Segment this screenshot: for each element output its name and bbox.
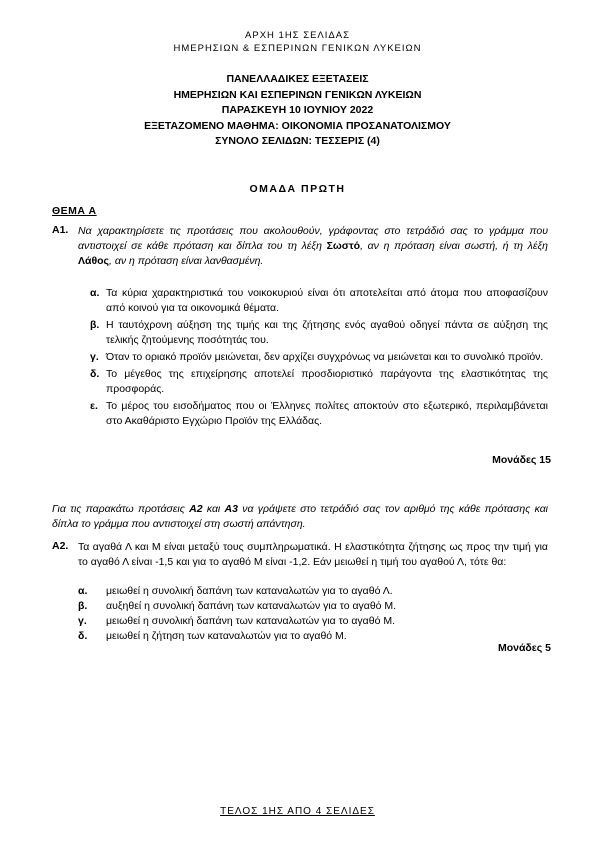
item-letter: ε. <box>90 400 98 412</box>
item-letter: β. <box>78 600 88 612</box>
question-a2-text: Τα αγαθά Λ και Μ είναι μεταξύ τους συμπληρωματικά. Η ελαστικότητα ζήτησης ως προς την τιμή για το αγαθό Λ είναι -1,5 και για το αγαθό Μ είναι -1,2. Εάν μειωθεί η τιμή του αγαθού Λ, τότε θα: <box>78 541 548 568</box>
a1-instruction-part1: Να χαρακτηρίσετε τις προτάσεις που ακολουθούν, γράφοντας στο τετράδιό σας το γράμμα που αντιστοιχεί σε κάθε πρόταση και δίπλα του τη λέξη <box>78 225 548 252</box>
a1-marks: Μονάδες 15 <box>492 454 551 466</box>
list-item <box>78 286 548 316</box>
item-text: Τα κύρια χαρακτηριστικά του νοικοκυριού είναι ότι αποτελείται από άτομα που αποφασίζουν από κοινού για τα οικονομικά θέματα. <box>106 287 548 314</box>
item-text: μειωθεί η ζήτηση των καταναλωτών για το αγαθό Μ. <box>106 630 347 642</box>
item-letter: α. <box>78 585 88 597</box>
item-text: Το μέρος του εισοδήματος που οι Έλληνες πολίτες αποκτούν στο εξωτερικό, περιλαμβάνεται στο Ακαθάριστο Εγχώριο Προϊόν της Ελλάδας. <box>106 400 548 427</box>
intro-part1: Για τις παρακάτω προτάσεις <box>52 503 190 515</box>
item-text: Η ταυτόχρονη αύξηση της τιμής και της ζήτησης ενός αγαθού οδηγεί πάντα σε αύξηση της τελικής ζητούμενης ποσότητάς του. <box>106 319 548 346</box>
item-letter: α. <box>90 287 100 299</box>
list-item <box>78 614 548 629</box>
exam-date: ΠΑΡΑΣΚΕΥΗ 10 ΙΟΥΝΙΟΥ 2022 <box>221 104 374 116</box>
list-item <box>78 399 548 429</box>
list-item <box>78 350 548 365</box>
item-letter: β. <box>90 319 100 331</box>
group-title: ΟΜΑΔΑ ΠΡΩΤΗ <box>249 183 346 195</box>
word-correct: Σωστό <box>326 240 361 252</box>
exam-title-block <box>0 72 595 150</box>
item-text: Όταν το οριακό προϊόν μειώνεται, δεν αρχίζει συγχρόνως να μειώνεται και το συνολικό προϊόν. <box>106 351 544 363</box>
exam-title-line2: ΗΜΕΡΗΣΙΩΝ ΚΑΙ ΕΣΠΕΡΙΝΩΝ ΓΕΝΙΚΩΝ ΛΥΚΕΙΩΝ <box>173 88 422 101</box>
question-a1-statements <box>78 286 548 431</box>
list-item <box>78 584 548 599</box>
item-letter: γ. <box>90 351 99 363</box>
exam-page-count: ΣΥΝΟΛΟ ΣΕΛΙΔΩΝ: ΤΕΣΣΕΡΙΣ (4) <box>215 135 380 147</box>
item-letter: γ. <box>78 615 87 627</box>
exam-subject: ΕΞΕΤΑΖΟΜΕΝΟ ΜΑΘΗΜΑ: ΟΙΚΟΝΟΜΙΑ ΠΡΟΣΑΝΑΤΟΛΙΣΜΟΥ <box>144 119 451 132</box>
a1-instruction-part2: , αν η πρόταση είναι σωστή, ή τη λέξη <box>360 240 548 252</box>
item-text: μειωθεί η συνολική δαπάνη των καταναλωτών για το αγαθό Μ. <box>106 615 396 627</box>
question-a2-options <box>78 584 548 644</box>
school-type-header: ΗΜΕΡΗΣΙΩΝ & ΕΣΠΕΡΙΝΩΝ ΓΕΝΙΚΩΝ ΛΥΚΕΙΩΝ <box>173 43 422 54</box>
item-letter: δ. <box>78 630 88 642</box>
word-wrong: Λάθος <box>78 255 110 267</box>
a1-instruction-part3: , αν η πρόταση είναι λανθασμένη. <box>109 255 264 267</box>
a2-marks: Μονάδες 5 <box>497 642 551 654</box>
list-item <box>78 629 548 644</box>
intro-a3-ref: Α3 <box>224 503 238 515</box>
question-a1-instruction <box>78 224 548 269</box>
list-item <box>78 599 548 614</box>
exam-title-line1: ΠΑΝΕΛΛΑΔΙΚΕΣ ΕΞΕΤΑΣΕΙΣ <box>226 73 369 85</box>
item-letter: δ. <box>90 368 100 380</box>
item-text: αυξηθεί η συνολική δαπάνη των καταναλωτών για το αγαθό Μ. <box>106 600 397 612</box>
list-item <box>78 367 548 397</box>
question-a2-label: Α2. <box>52 540 69 552</box>
a2-a3-instruction <box>52 502 548 532</box>
page-footer: ΤΕΛΟΣ 1ΗΣ ΑΠΟ 4 ΣΕΛΙΔΕΣ <box>220 806 375 817</box>
list-item <box>78 318 548 348</box>
item-text: μειωθεί η συνολική δαπάνη των καταναλωτών για το αγαθό Λ. <box>106 585 393 597</box>
intro-a2-ref: Α2 <box>189 503 203 515</box>
theme-title: ΘΕΜΑ Α <box>52 205 97 217</box>
item-text: Το μέγεθος της επιχείρησης αποτελεί προσδιοριστικό παράγοντα της ελαστικότητας της προσφοράς. <box>106 368 548 395</box>
intro-part3: να γράψετε στο τετράδιό σας τον αριθμό της κάθε πρότασης και δίπλα το γράμμα που αντιστοιχεί στη σωστή απάντηση. <box>52 503 549 530</box>
page-start-marker: ΑΡΧΗ 1ΗΣ ΣΕΛΙΔΑΣ <box>245 30 350 41</box>
intro-part2: και <box>202 503 225 515</box>
question-a1-label: Α1. <box>52 224 69 236</box>
